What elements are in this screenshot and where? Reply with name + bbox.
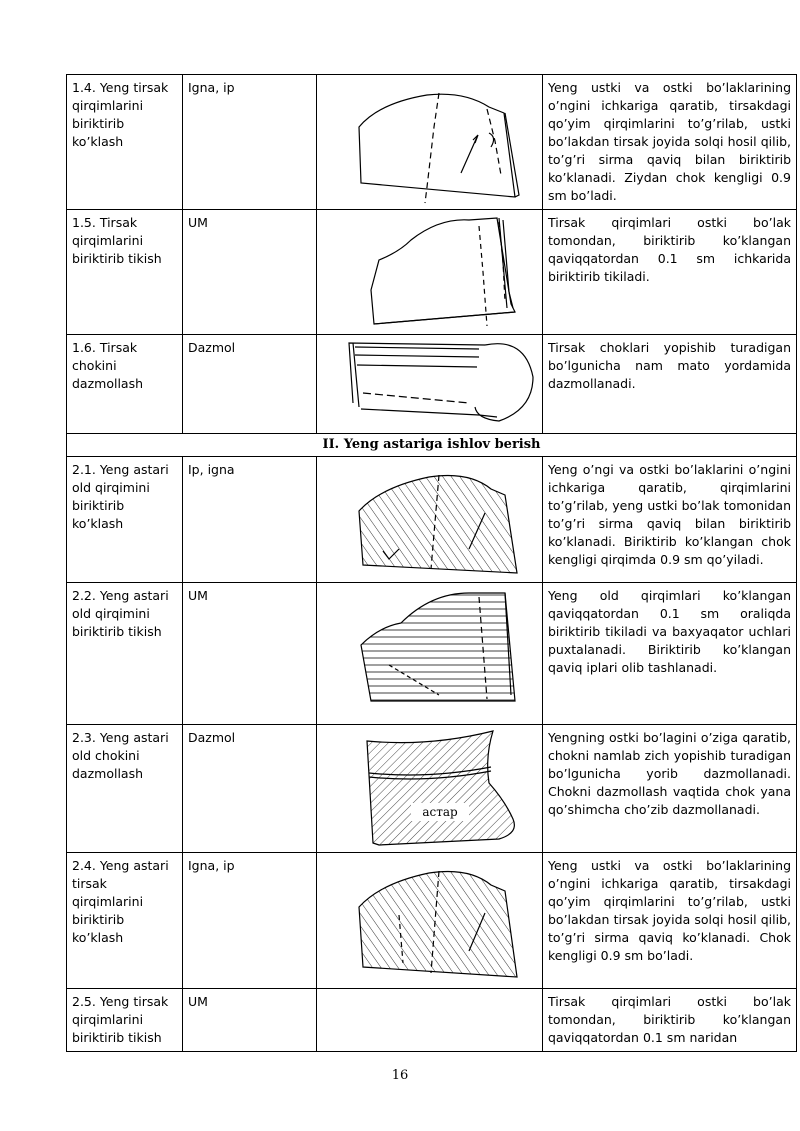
- figure-cell: [317, 210, 543, 335]
- tool-cell: UM: [183, 989, 317, 1052]
- lining-seam-ironing-figure: [319, 727, 540, 849]
- operation-name: 2.3. Yeng astari old chokini dazmollash: [67, 725, 183, 853]
- operation-description: Tirsak qirqimlari ostki bo’lak tomondan, biriktirib ko’klangan qaviqqatordan 0.1 sm naridan: [543, 989, 797, 1052]
- tool-cell: Ip, igna: [183, 457, 317, 583]
- operation-description: Tirsak choklari yopishib turadigan bo’lgunicha nam mato yordamida dazmollanadi.: [543, 335, 797, 434]
- table-row: [67, 335, 797, 434]
- lining-front-basting-figure: [319, 459, 540, 579]
- operation-description: Yengning ostki bo’lagini o’ziga qaratib, chokni namlab zich yopishib turadigan bo’lgunicha yorib dazmollanadi. Chokni dazmollash vaqtida chok yana qo’shimcha cho’zib dazmollanadi.: [543, 725, 797, 853]
- figure-cell: [317, 989, 543, 1052]
- section-header-row: [67, 434, 797, 457]
- tool-cell: UM: [183, 210, 317, 335]
- operation-name: 2.2. Yeng astari old qirqimini biriktirib tikish: [67, 583, 183, 725]
- tool-cell: UM: [183, 583, 317, 725]
- figure-cell: [317, 75, 543, 210]
- operation-name: 2.1. Yeng astari old qirqimini biriktirib ko’klash: [67, 457, 183, 583]
- operations-table: [66, 74, 797, 1052]
- sleeve-seam-ironing-figure: [319, 337, 540, 429]
- operation-description: Yeng ustki va ostki bo’laklarining o’ngini ichkariga qaratib, tirsakdagi qo’yim qirqimlarini to’g’rilab, ustki bo’lakdan tirsak joyida solqi hosil qilib, to’g’ri sirma qaviq bilan biriktirib ko’klanadi. Ziydan chok kengligi 0.9 sm bo’ladi.: [543, 75, 797, 210]
- operation-name: 2.4. Yeng astari tirsak qirqimlarini biriktirib ko’klash: [67, 853, 183, 989]
- sleeve-elbow-basting-figure: [319, 77, 540, 205]
- table-row: [67, 583, 797, 725]
- tool-cell: Igna, ip: [183, 75, 317, 210]
- tool-cell: Igna, ip: [183, 853, 317, 989]
- operation-description: Yeng ustki va ostki bo’laklarining o’ngini ichkariga qaratib, tirsakdagi qo’yim qirqimlarini to’g’rilab, ustki bo’lakdan tirsak joyida solqi hosil qilib, to’g’ri sirma qaviq ko’klanadi. Chok kengligi 0.9 sm bo’ladi.: [543, 853, 797, 989]
- lining-front-stitching-figure: [319, 585, 540, 721]
- table-row: [67, 853, 797, 989]
- table-row: [67, 75, 797, 210]
- operation-name: 1.6. Tirsak chokini dazmollash: [67, 335, 183, 434]
- sleeve-elbow-stitching-figure: [319, 212, 540, 332]
- figure-cell: [317, 725, 543, 853]
- figure-cell: [317, 583, 543, 725]
- operation-description: Yeng old qirqimlari ko’klangan qaviqqatordan 0.1 sm oraliqda biriktirib tikiladi va baxyaqator uchlari puxtalanadi. Biriktirib ko’klangan qaviq iplari olib tashlanadi.: [543, 583, 797, 725]
- tool-cell: Dazmol: [183, 725, 317, 853]
- table-row: [67, 989, 797, 1052]
- operation-name: 1.5. Tirsak qirqimlarini biriktirib tikish: [67, 210, 183, 335]
- figure-cell: [317, 335, 543, 434]
- table-row: [67, 457, 797, 583]
- tool-cell: Dazmol: [183, 335, 317, 434]
- table-row: [67, 725, 797, 853]
- operation-description: Yeng o’ngi va ostki bo’laklarini o’ngini ichkariga qaratib, qirqimlarini to’g’rilab, yeng ustki bo’lak tomonidan to’g’ri sirma qaviq bilan biriktirib ko’klanadi. Biriktirib ko’klangan chok kengligi qirqimda 0.9 sm qo’yiladi.: [543, 457, 797, 583]
- lining-elbow-basting-figure: [319, 855, 540, 985]
- operation-description: Tirsak qirqimlari ostki bo’lak tomondan, biriktirib ko’klangan qaviqqatordan 0.1 sm ichkarida biriktirib tikiladi.: [543, 210, 797, 335]
- figure-cell: [317, 457, 543, 583]
- figure-cell: [317, 853, 543, 989]
- page-number: 16: [391, 1068, 409, 1083]
- operation-name: 1.4. Yeng tirsak qirqimlarini biriktirib ko’klash: [67, 75, 183, 210]
- lining-label: астар: [422, 805, 458, 819]
- table-row: [67, 210, 797, 335]
- operation-name: 2.5. Yeng tirsak qirqimlarini biriktirib tikish: [67, 989, 183, 1052]
- section-title: II. Yeng astariga ishlov berish: [67, 434, 797, 457]
